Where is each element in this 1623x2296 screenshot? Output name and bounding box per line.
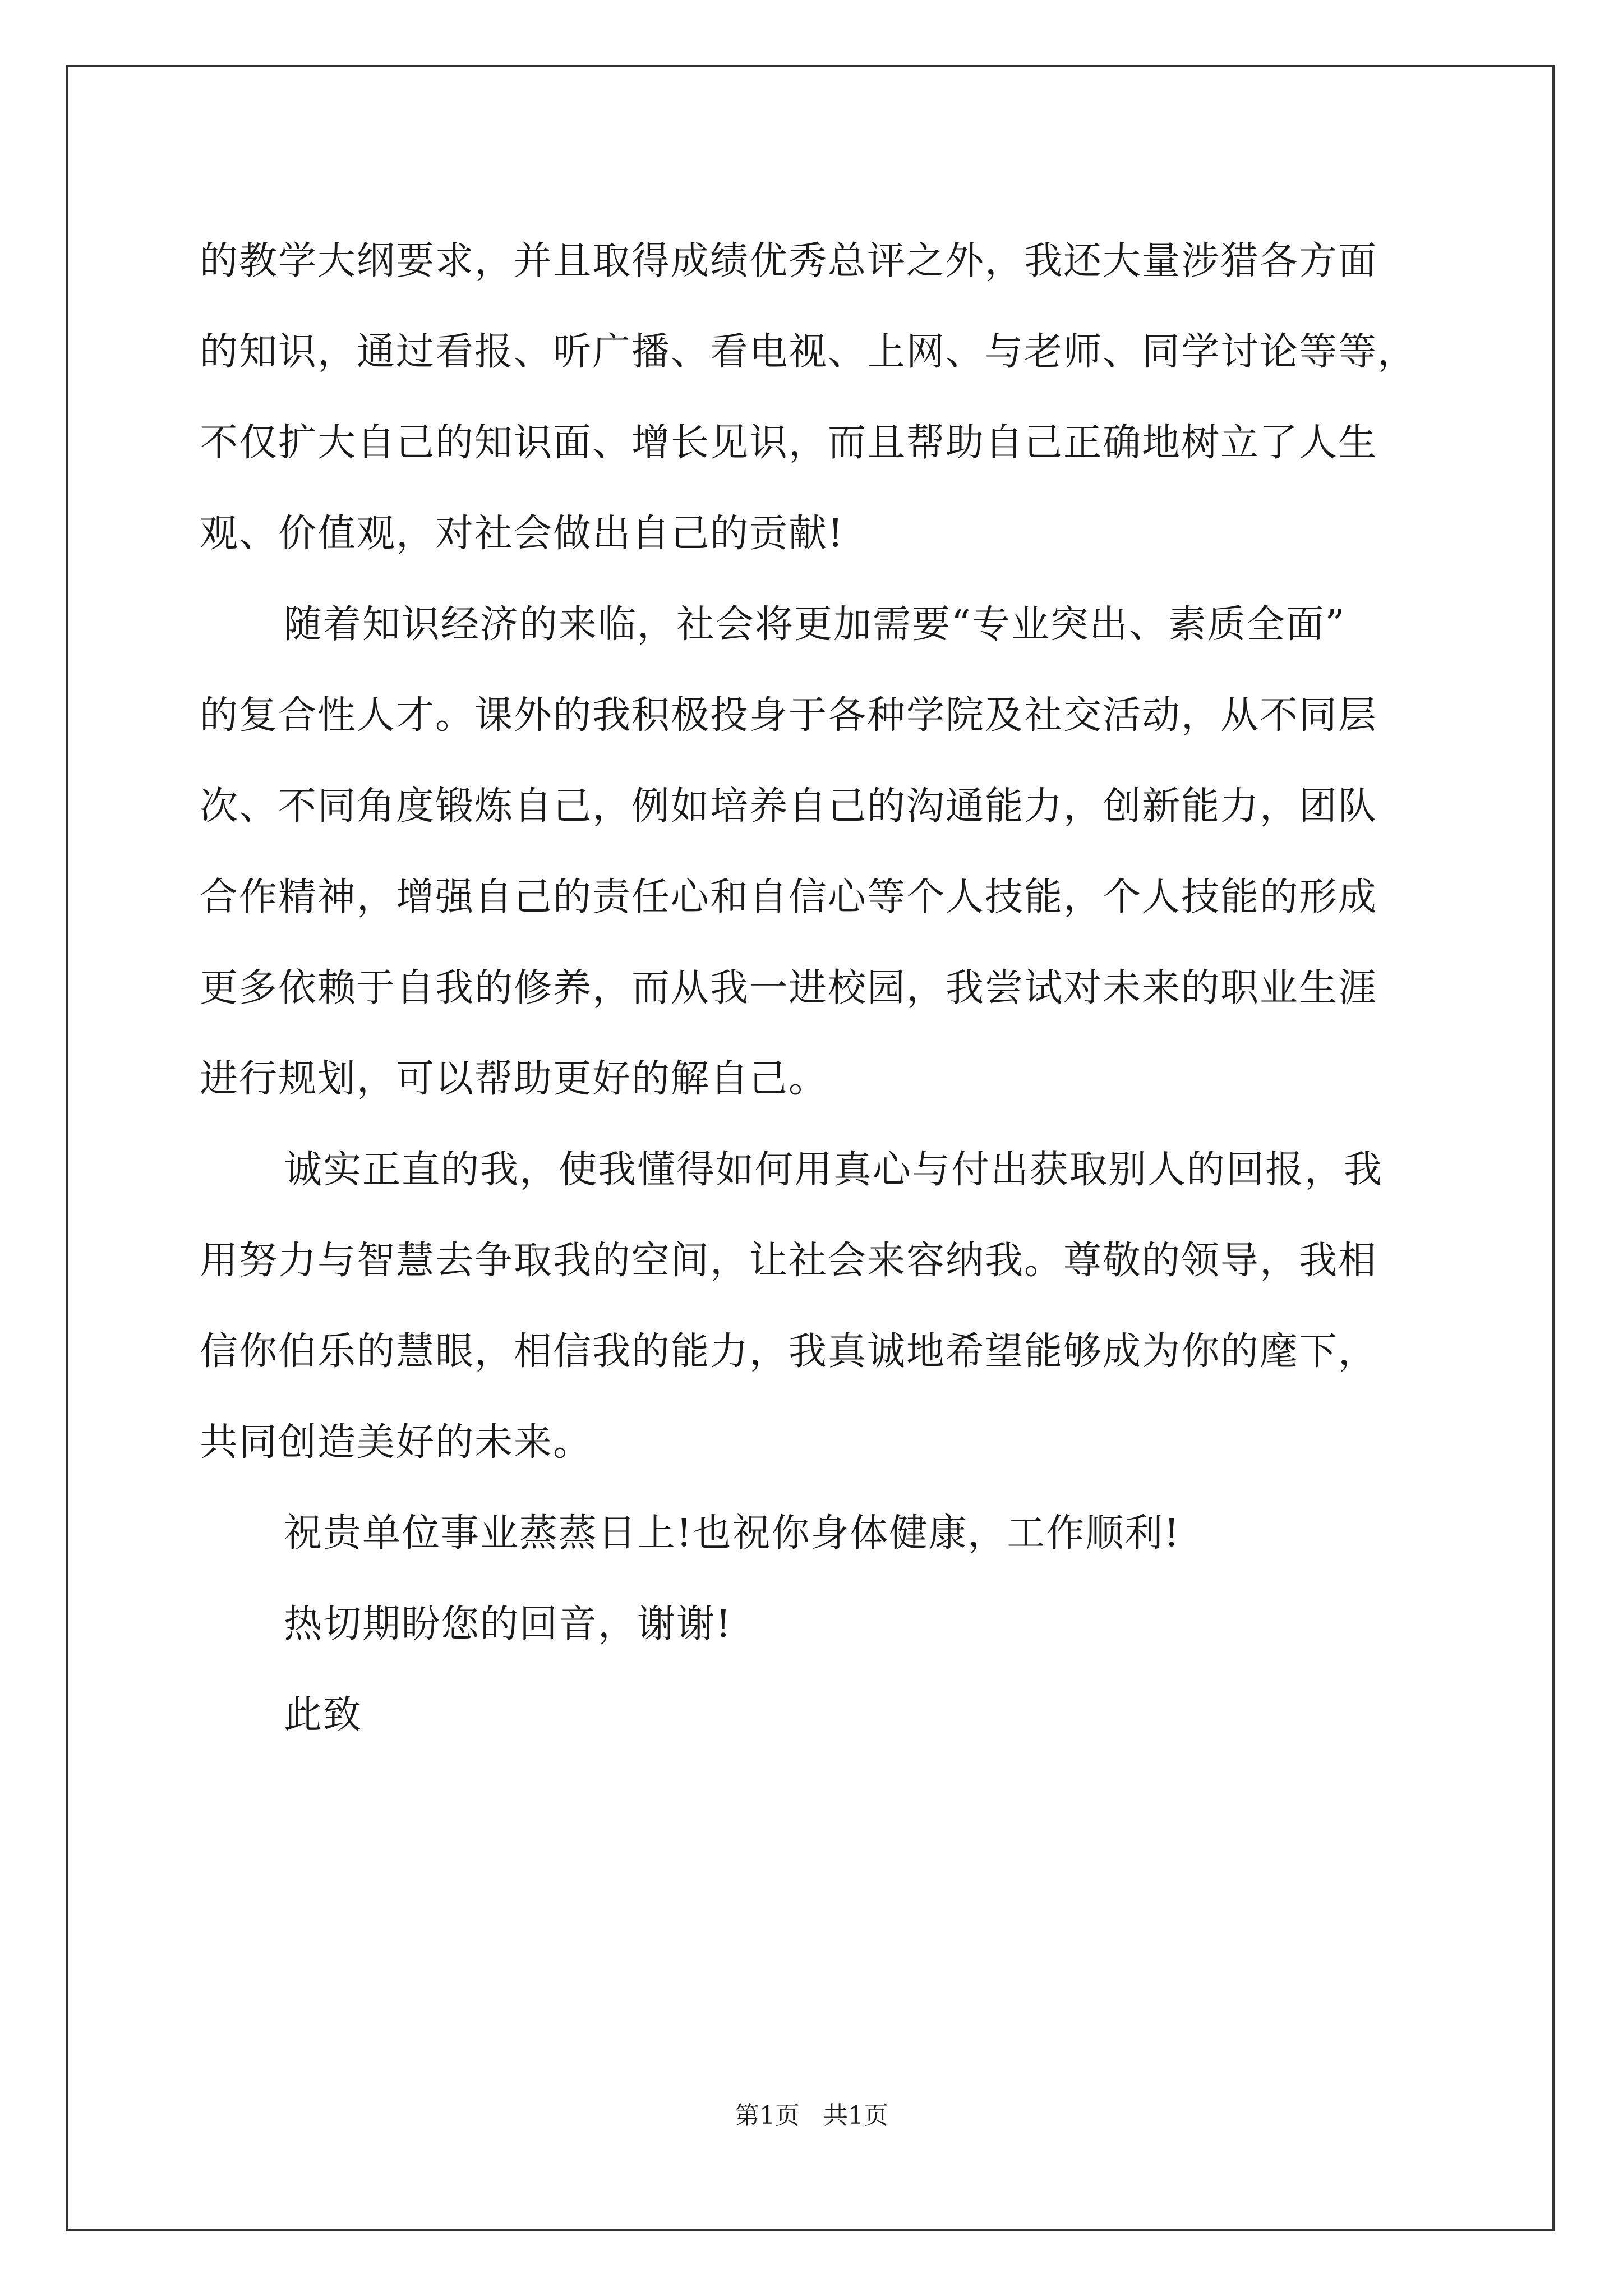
paragraph-start-line: 诚实正直的我，使我懂得如何用真心与付出获取别人的回报，我 bbox=[284, 1148, 1384, 1192]
closing-thanks: 热切期盼您的回音，谢谢! bbox=[284, 1602, 732, 1646]
text-line: 的复合性人才。课外的我积极投身于各种学院及社交活动，从不同层 bbox=[200, 693, 1378, 738]
text-line: 的教学大纲要求，并且取得成绩优秀总评之外，我还大量涉猎各方面 bbox=[200, 239, 1378, 283]
text-line: 更多依赖于自我的修养，而从我一进校园，我尝试对未来的职业生涯 bbox=[200, 966, 1378, 1010]
text-line: 合作精神，增强自己的责任心和自信心等个人技能，个人技能的形成 bbox=[200, 875, 1378, 919]
text-line: 观、价值观，对社会做出自己的贡献! bbox=[200, 512, 845, 556]
paragraph-start-line: 随着知识经济的来临，社会将更加需要“专业突出、素质全面” bbox=[284, 602, 1346, 647]
text-line: 共同创造美好的未来。 bbox=[200, 1420, 593, 1465]
text-line: 进行规划，可以帮助更好的解自己。 bbox=[200, 1057, 828, 1101]
closing-salutation: 此致 bbox=[284, 1693, 363, 1737]
text-line: 用努力与智慧去争取我的空间，让社会来容纳我。尊敬的领导，我相 bbox=[200, 1239, 1378, 1283]
text-line: 次、不同角度锻炼自己，例如培养自己的沟通能力，创新能力，团队 bbox=[200, 784, 1378, 829]
text-line: 的知识，通过看报、听广播、看电视、上网、与老师、同学讨论等等， bbox=[200, 330, 1417, 374]
text-line: 信你伯乐的慧眼，相信我的能力，我真诚地希望能够成为你的麾下， bbox=[200, 1329, 1378, 1374]
closing-wish: 祝贵单位事业蒸蒸日上!也祝你身体健康，工作顺利! bbox=[284, 1511, 1181, 1556]
page-number-footer: 第1页 共1页 bbox=[735, 2101, 888, 2130]
letter-body bbox=[200, 216, 1433, 1761]
text-line: 不仅扩大自己的知识面、增长见识，而且帮助自己正确地树立了人生 bbox=[200, 421, 1378, 465]
